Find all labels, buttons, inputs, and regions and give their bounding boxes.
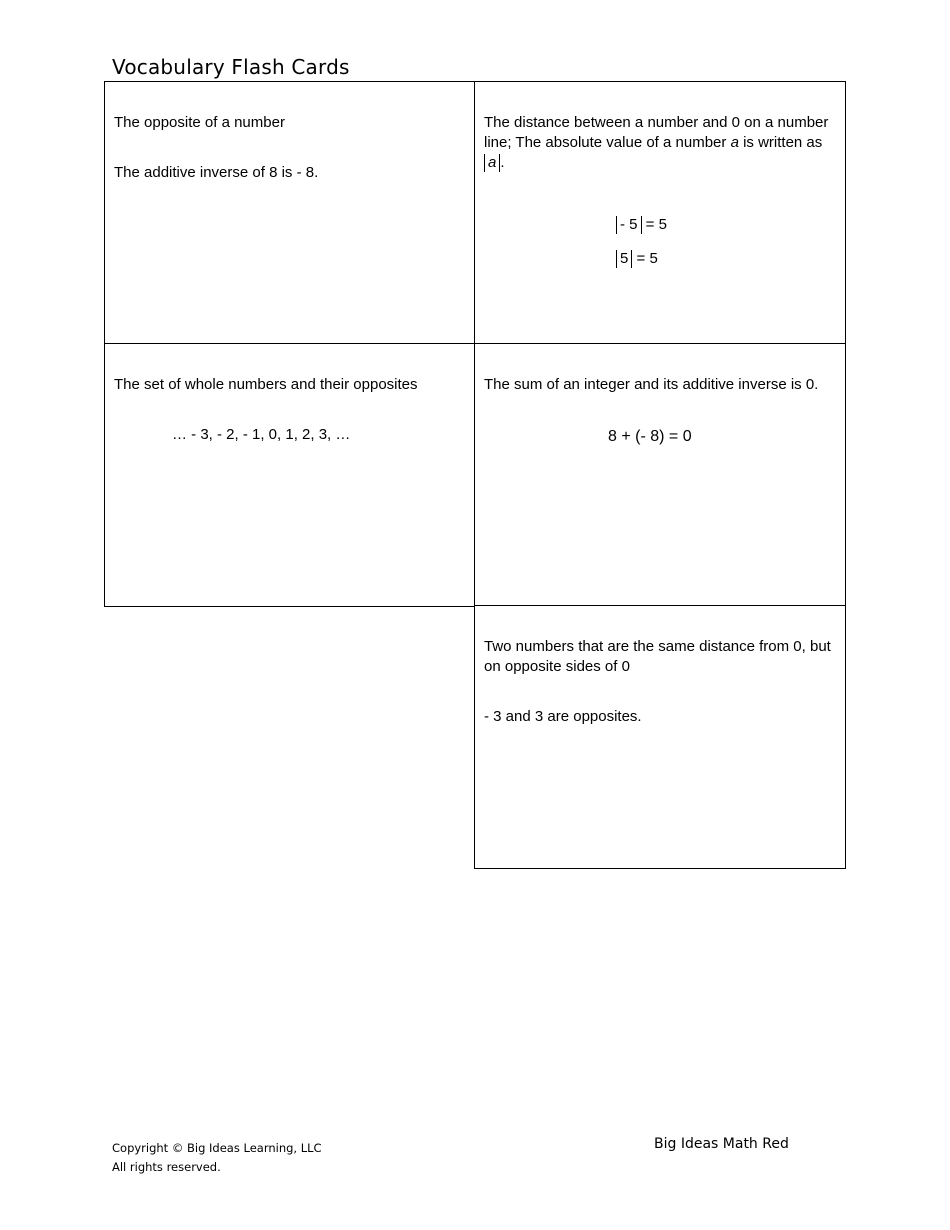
card-example: - 3 and 3 are opposites. xyxy=(484,708,642,725)
card-example: 8 + (- 8) = 0 xyxy=(608,428,692,445)
card-definition: The distance between a number and 0 on a number line; The absolute value of a number a is written as a . xyxy=(484,114,829,171)
flash-card-absolute-value xyxy=(474,81,846,345)
absolute-value-expression: a xyxy=(484,154,500,172)
card-definition: The set of whole numbers and their opposites xyxy=(114,376,418,393)
card-example: The additive inverse of 8 is - 8. xyxy=(114,164,319,181)
card-definition: The opposite of a number xyxy=(114,114,285,131)
footer-copyright: Copyright © Big Ideas Learning, LLC All rights reserved. xyxy=(112,1141,322,1174)
card-example-2: 5 = 5 xyxy=(616,249,835,269)
card-definition: Two numbers that are the same distance from 0, but on opposite sides of 0 xyxy=(484,638,831,675)
card-example-1: - 5 = 5 xyxy=(616,215,835,235)
flash-card-additive-inverse-property xyxy=(474,343,846,607)
flash-card-opposites xyxy=(474,605,846,869)
card-definition: The sum of an integer and its additive inverse is 0. xyxy=(484,376,819,393)
flash-card-additive-inverse xyxy=(104,81,476,345)
flash-card-integers xyxy=(104,343,476,607)
footer-book-title: Big Ideas Math Red xyxy=(654,1136,789,1152)
card-example: … - 3, - 2, - 1, 0, 1, 2, 3, … xyxy=(172,426,351,443)
page-title: Vocabulary Flash Cards xyxy=(112,55,350,79)
